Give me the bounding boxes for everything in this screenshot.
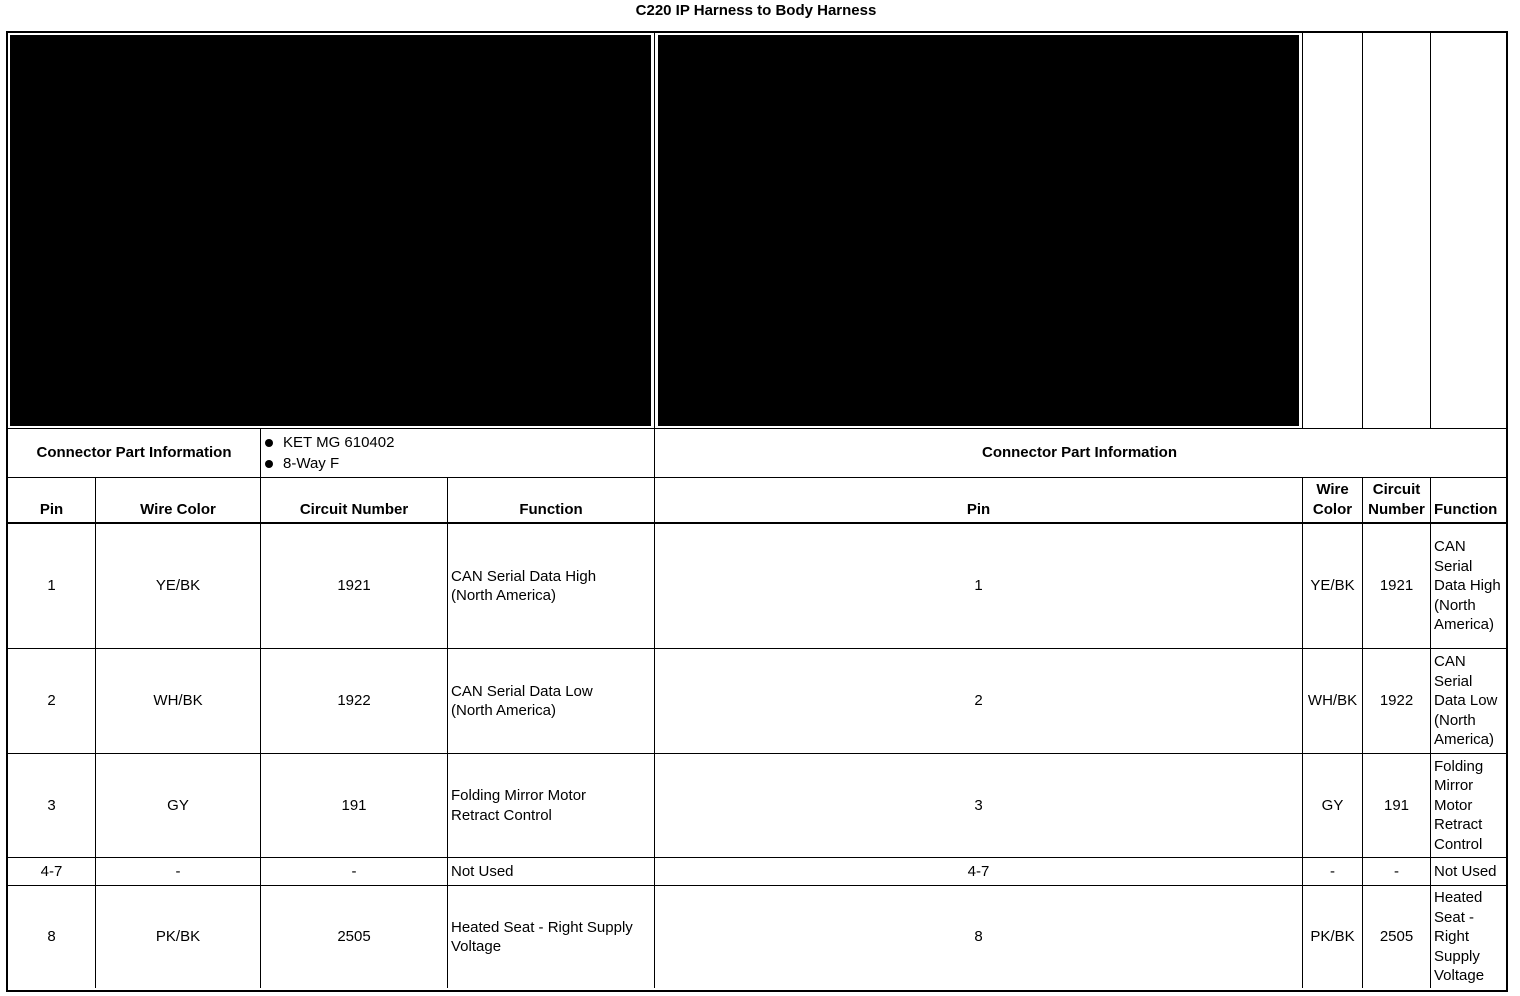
right-row-4-wire-color: - xyxy=(1330,862,1335,880)
right-connector-label: Connector Part Information xyxy=(981,444,1177,462)
left-connector-image xyxy=(10,35,651,426)
connector-info-item: 8-Way F xyxy=(261,453,654,474)
right-header-circuit-number: Circuit Number xyxy=(1368,481,1425,518)
divider-right-function xyxy=(1430,33,1431,429)
right-row-2-circuit: 1922 xyxy=(1379,692,1414,710)
left-row-3-function: Folding Mirror Motor Retract Control xyxy=(451,787,587,824)
right-row-3-wire-color: GY xyxy=(1321,796,1344,814)
right-row-5-pin: 8 xyxy=(974,928,983,946)
left-row-3-circuit: 191 xyxy=(341,796,367,814)
right-row-1-circuit: 1921 xyxy=(1379,577,1414,595)
right-connector-image xyxy=(658,35,1299,426)
left-row-2-function: CAN Serial Data Low (North America) xyxy=(451,682,593,719)
left-row-1-function: CAN Serial Data High (North America) xyxy=(451,567,597,604)
right-row-4-pin: 4-7 xyxy=(967,862,990,880)
left-row-5-circuit: 2505 xyxy=(337,928,371,946)
left-connector-label: Connector Part Information xyxy=(36,444,232,462)
connector-info-item: KET MG 610402 xyxy=(261,432,654,453)
left-row-1-circuit: 1921 xyxy=(337,577,371,595)
right-row-3-pin: 3 xyxy=(974,796,983,814)
right-header-wire-color: Wire Color xyxy=(1312,481,1353,518)
left-row-1-pin: 1 xyxy=(47,577,56,595)
left-row-2-circuit: 1922 xyxy=(337,692,371,710)
right-row-5-function: Heated Seat - Right Supply Voltage xyxy=(1434,889,1485,985)
left-row-3-wire-color: GY xyxy=(167,796,189,814)
right-row-4-function: Not Used xyxy=(1434,862,1497,880)
right-row-1-pin: 1 xyxy=(974,577,983,595)
right-row-4-circuit: - xyxy=(1394,862,1399,880)
divider-right-wirecolor xyxy=(1302,33,1303,429)
left-header-function: Function xyxy=(519,500,583,518)
left-connector-info xyxy=(261,431,654,477)
left-row-5-wire-color: PK/BK xyxy=(155,928,201,946)
left-row-2-pin: 2 xyxy=(47,692,56,710)
left-row-1-wire-color: YE/BK xyxy=(155,577,201,595)
right-row-3-function: Folding Mirror Motor Retract Control xyxy=(1434,757,1484,853)
right-header-function: Function xyxy=(1434,500,1498,518)
left-row-4-pin: 4-7 xyxy=(40,862,63,880)
left-row-4-circuit: - xyxy=(351,862,357,880)
right-header-pin: Pin xyxy=(966,500,991,518)
divider-right-circuit xyxy=(1362,33,1363,429)
right-row-5-wire-color: PK/BK xyxy=(1310,928,1355,946)
left-row-4-function: Not Used xyxy=(451,862,514,880)
left-header-pin: Pin xyxy=(39,500,64,518)
right-row-3-circuit: 191 xyxy=(1383,796,1410,814)
left-header-wire-color: Wire Color xyxy=(140,500,216,518)
left-row-5-function: Heated Seat - Right Supply Voltage xyxy=(451,918,633,955)
left-row-4-wire-color: - xyxy=(175,862,181,880)
left-row-5-pin: 8 xyxy=(47,928,56,946)
right-row-2-pin: 2 xyxy=(974,692,983,710)
left-row-3-pin: 3 xyxy=(47,796,56,814)
right-row-1-wire-color: YE/BK xyxy=(1310,577,1355,595)
right-row-1-function: CAN Serial Data High (North America) xyxy=(1434,538,1501,634)
right-row-5-circuit: 2505 xyxy=(1379,928,1414,946)
right-row-2-function: CAN Serial Data Low (North America) xyxy=(1434,653,1498,749)
left-header-circuit-number: Circuit Number xyxy=(299,500,409,518)
left-row-2-wire-color: WH/BK xyxy=(153,692,203,710)
document-title: C220 IP Harness to Body Harness xyxy=(635,2,877,19)
right-row-2-wire-color: WH/BK xyxy=(1307,692,1358,710)
